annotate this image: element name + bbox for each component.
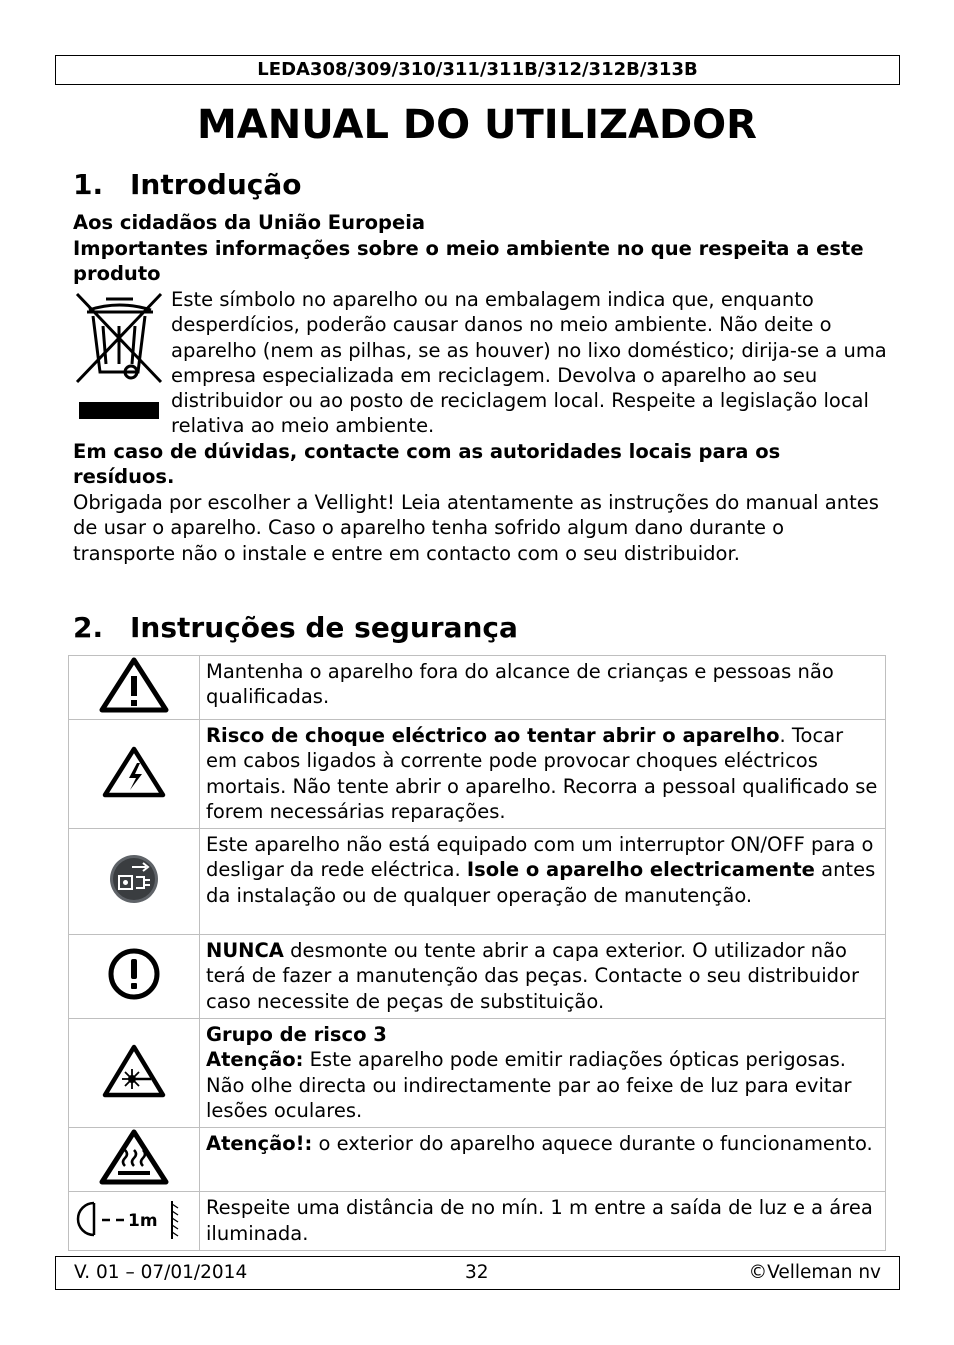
- safety-icon-cell: [69, 1019, 200, 1128]
- section-1-title: Introdução: [130, 168, 302, 201]
- safety-text: [200, 829, 886, 935]
- footer-version: V. 01 – 07/01/2014: [74, 1262, 248, 1283]
- safety-icon-cell: [69, 829, 200, 935]
- risk-group-heading: Grupo de risco 3: [206, 1023, 387, 1047]
- shock-warning-bold: Risco de choque eléctrico ao tentar abrir o aparelho: [206, 724, 780, 747]
- section-2-number: 2.: [73, 611, 104, 644]
- safety-row: [69, 720, 886, 829]
- optical-text: Este aparelho pode emitir radiações ópticas perigosas. Não olhe directa ou indirectamente par ao feixe de luz para evitar lesões oculares.: [206, 1048, 852, 1122]
- never-text: desmonte ou tente abrir a capa exterior. O utilizador não terá de fazer a manutenção das peças. Contacte o seu distribuidor caso necessite de peças de substituição.: [206, 939, 859, 1013]
- warning-triangle-icon: [98, 656, 170, 714]
- safety-text: [200, 656, 886, 720]
- safety-row: [69, 1019, 886, 1128]
- distance-1m-icon: [74, 1195, 194, 1243]
- thanks-paragraph: Obrigada por escolher a Vellight! Leia atentamente as instruções do manual antes de usar o aparelho. Caso o aparelho tenha sofrido algum dano durante o transporte não o instale e entre em contacto com o seu distribuidor.: [73, 491, 879, 565]
- electric-shock-icon: [101, 745, 167, 799]
- distance-icon-label: 1m: [128, 1210, 158, 1231]
- hot-attention-bold: Atenção!:: [206, 1132, 313, 1156]
- safety-icon-cell: [69, 1128, 200, 1192]
- section-2-title: Instruções de segurança: [130, 611, 518, 644]
- safety-text: [200, 720, 886, 829]
- disconnect-bold: Isole o aparelho electricamente: [466, 858, 815, 882]
- safety-icon-cell: [69, 720, 200, 829]
- safety-text-children: Mantenha o aparelho fora do alcance de crianças e pessoas não qualificadas.: [206, 660, 834, 709]
- safety-icon-cell: [69, 1192, 200, 1251]
- safety-table: [68, 655, 886, 1251]
- disconnect-plug-icon: [108, 853, 160, 905]
- shock-warning-text: . Tocar em cabos ligados à corrente pode provocar choques eléctricos mortais. Não tente abrir o aparelho. Recorra a pessoal qualificado se forem necessárias reparações.: [206, 724, 878, 823]
- section-1-number: 1.: [73, 168, 104, 201]
- hot-surface-icon: [98, 1128, 170, 1186]
- model-header: [55, 55, 900, 85]
- section-1-heading: [73, 167, 302, 203]
- safety-row: [69, 1192, 886, 1251]
- page-title: MANUAL DO UTILIZADOR: [197, 102, 757, 148]
- safety-row: [69, 656, 886, 720]
- doubts-note: Em caso de dúvidas, contacte com as autoridades locais para os resíduos.: [73, 440, 781, 489]
- section-2-heading: [73, 610, 518, 646]
- distance-text: Respeite uma distância de no mín. 1 m entre a saída de luz e a área iluminada.: [206, 1196, 873, 1245]
- disconnect-text-pre: Este aparelho não está equipado com um interruptor ON/OFF para o desligar da rede eléctrica.: [206, 833, 874, 882]
- page-footer: [55, 1256, 900, 1290]
- safety-text: [200, 1192, 886, 1251]
- optical-radiation-icon: [101, 1043, 167, 1099]
- safety-icon-cell: [69, 935, 200, 1019]
- safety-text: [200, 1128, 886, 1192]
- hot-text: o exterior do aparelho aquece durante o funcionamento.: [312, 1132, 873, 1156]
- weee-bin-icon: [73, 290, 165, 420]
- safety-icon-cell: [69, 656, 200, 720]
- safety-text: [200, 1019, 886, 1128]
- safety-row: [69, 935, 886, 1019]
- never-bold: NUNCA: [206, 939, 284, 963]
- safety-row: [69, 829, 886, 935]
- weee-description: Este símbolo no aparelho ou na embalagem indica que, enquanto desperdícios, poderão causar danos no meio ambiente. Não deite o aparelho (nem as pilhas, se as houver) no lixo doméstico; dirija-se a uma empresa especializada em reciclagem. Devolva o aparelho ao seu distribuidor ou ao posto de reciclagem local. Respeite a legislação local relativa ao meio ambiente.: [171, 288, 887, 438]
- eu-citizens-line: Aos cidadãos da União Europeia: [73, 211, 426, 234]
- optical-attention-bold: Atenção:: [206, 1048, 304, 1072]
- model-numbers: LEDA308/309/310/311/311B/312/312B/313B: [257, 59, 698, 80]
- footer-copyright: ©Velleman nv: [748, 1262, 881, 1283]
- footer-page-number: 32: [465, 1262, 489, 1283]
- safety-row: [69, 1128, 886, 1192]
- safety-text: [200, 935, 886, 1019]
- disconnect-text: antes da instalação ou de qualquer operação de manutenção.: [206, 858, 876, 907]
- environment-info-line: Importantes informações sobre o meio ambiente no que respeita a este produto: [73, 237, 864, 286]
- exclamation-circle-icon: [107, 947, 161, 1001]
